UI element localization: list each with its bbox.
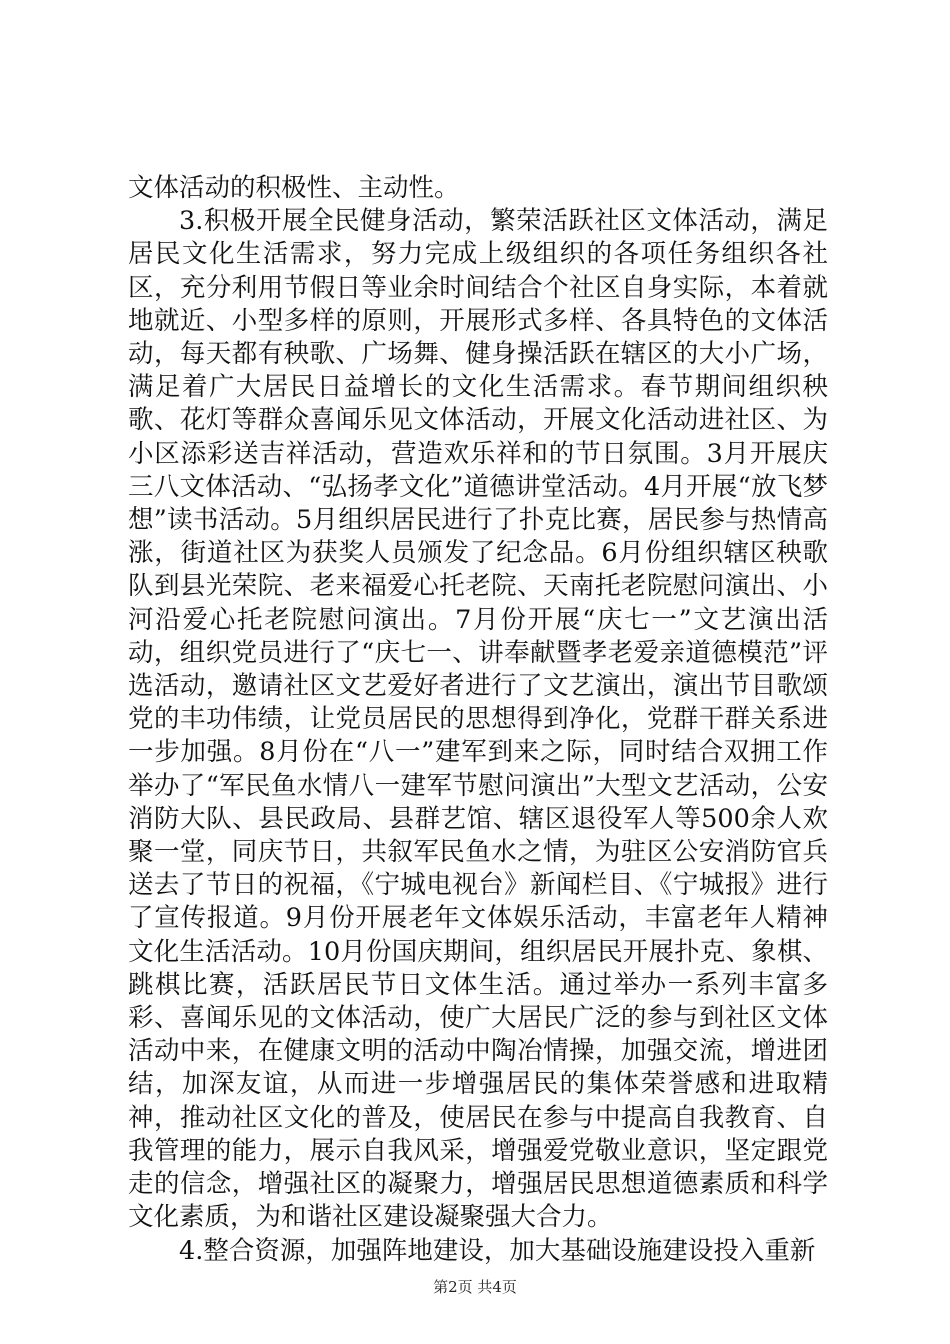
paragraph-3: 4.整合资源，加强阵地建设，加大基础设施建设投入重新 (179, 1235, 816, 1266)
paragraph-2: 3.积极开展全民健身活动，繁荣活跃社区文体活动，满足居民文化生活需求，努力完成上级组织的各项任务组织各社区，充分利用节假日等业余时间结合个社区自身实际，本着就地就近、小型多样的原则，开展形式多样、各具特色的文体活动，每天都有秧歌、广场舞、健身操活跃在辖区的大小广场，满足着广大居民日益增长的文化生活需求。春节期间组织秧歌、花灯等群众喜闻乐见文体活动，开展文化活动进社区、为小区添彩送吉祥活动，营造欢乐祥和的节日氛围。3月开展庆三八文体活动、“弘扬孝文化”道德讲堂活动。4月开展“放飞梦想”读书活动。5月组织居民进行了扑克比赛，居民参与热情高涨，街道社区为获奖人员颁发了纪念品。6月份组织辖区秧歌队到县光荣院、老来福爱心托老院、天南托老院慰问演出、小河沿爱心托老院慰问演出。7月份开展“庆七一”文艺演出活动，组织党员进行了“庆七一、讲奉献暨孝老爱亲道德模范”评选活动，邀请社区文艺爱好者进行了文艺演出，演出节目歌颂党的丰功伟绩，让党员居民的思想得到净化，党群干群关系进一步加强。8月份在“八一”建军到来之际，同时结合双拥工作举办了“军民鱼水情八一建军节慰问演出”大型文艺活动，公安消防大队、县民政局、县群艺馆、辖区退役军人等500余人欢聚一堂，同庆节日，共叙军民鱼水之情，为驻区公安消防官兵送去了节日的祝福，《宁城电视台》新闻栏目、《宁城报》进行了宣传报道。9月份开展老年文体娱乐活动，丰富老年人精神文化生活活动。10月份国庆期间，组织居民开展扑克、象棋、跳棋比赛，活跃居民节日文体生活。通过举办一系列丰富多彩、喜闻乐见的文体活动，使广大居民广泛的参与到社区文体活动中来，在健康文明的活动中陶冶情操，加强交流，增进团结，加深友谊，从而进一步增强居民的集体荣誉感和进取精神，推动社区文化的普及，使居民在参与中提高自我教育、自我管理的能力，展示自我风采，增强爱党敬业意识，坚定跟党走的信念，增强社区的凝聚力，增强居民思想道德素质和科学文化素质，为和谐社区建设凝聚强大合力。 (128, 206, 828, 1233)
page-number-footer: 第2页 共4页 (433, 1278, 517, 1296)
paragraph-1: 文体活动的积极性、主动性。 (128, 173, 460, 203)
document-body (128, 172, 828, 1268)
